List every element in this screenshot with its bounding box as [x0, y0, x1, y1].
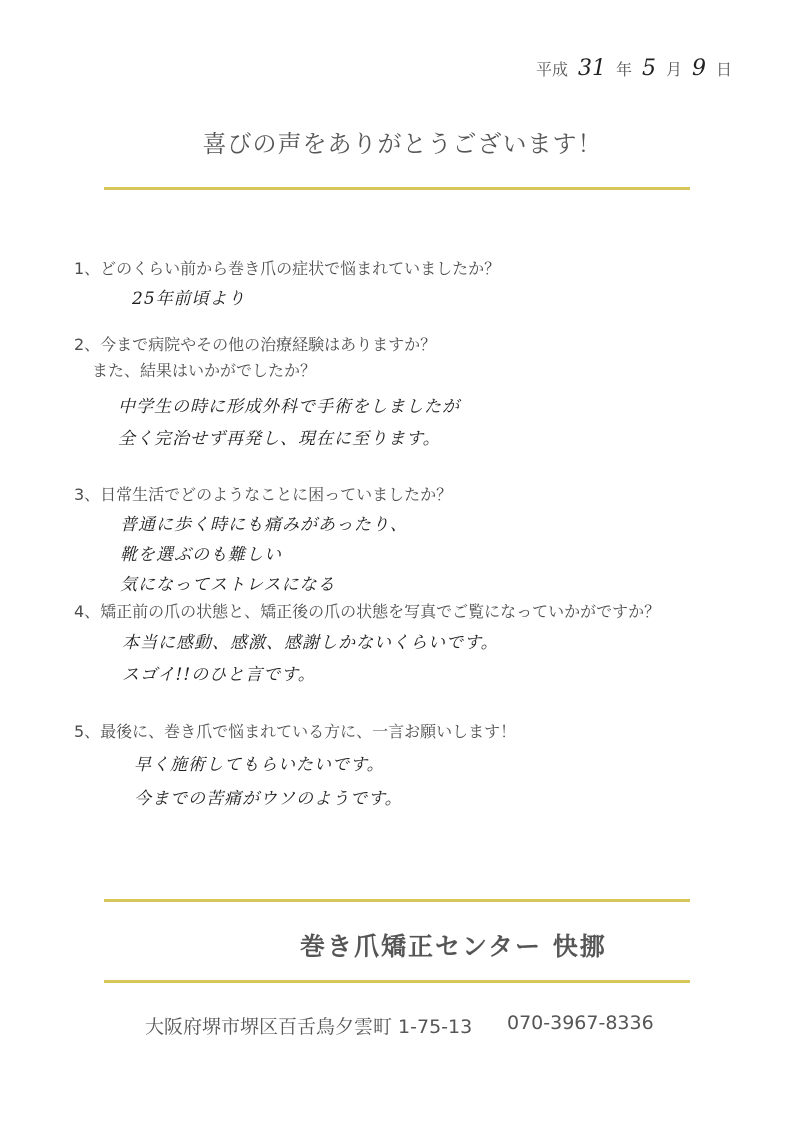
date-month-unit: 月: [666, 60, 683, 79]
answer-4-line-2: スゴイ!!のひと言です。: [122, 665, 316, 685]
question-5: 5、最後に、巻き爪で悩まれている方に、一言お願いします！: [74, 722, 517, 741]
question-4: 4、矯正前の爪の状態と、矯正後の爪の状態を写真でご覧になっていかがですか？: [74, 602, 661, 621]
page-title: 喜びの声をありがとうございます！: [202, 130, 603, 158]
date-month: 5: [642, 56, 657, 81]
date-day: 9: [692, 56, 707, 81]
clinic-phone: 070-3967-8336: [507, 1012, 654, 1034]
clinic-name: 巻き爪矯正センター 快挪: [300, 932, 607, 961]
answer-2-line-2: 全く完治せず再発し、現在に至ります。: [118, 429, 441, 449]
divider-top: [104, 187, 690, 190]
divider-footer-bottom: [104, 980, 690, 983]
answer-5-line-1: 早く施術してもらいたいです。: [134, 755, 385, 775]
date-year: 31: [578, 56, 607, 81]
answer-3-line-1: 普通に歩く時にも痛みがあったり、: [120, 515, 408, 535]
date-day-unit: 日: [716, 60, 733, 79]
answer-3-line-3: 気になってストレスになる: [120, 575, 336, 595]
question-3: 3、日常生活でどのようなことに困っていましたか？: [74, 485, 453, 504]
answer-1-line-1: 25年前頃より: [132, 289, 246, 309]
answer-3-line-2: 靴を選ぶのも難しい: [120, 545, 282, 565]
date-year-unit: 年: [616, 60, 633, 79]
date-line: [536, 56, 732, 81]
divider-footer-top: [104, 899, 690, 902]
answer-5-line-2: 今までの苦痛がウソのようです。: [134, 789, 403, 809]
answer-4-line-1: 本当に感動、感激、感謝しかないくらいです。: [122, 633, 499, 653]
clinic-address: 大阪府堺市堺区百舌鳥夕雲町 1-75-13: [145, 1016, 473, 1038]
date-era: 平成: [536, 60, 569, 79]
answer-2-line-1: 中学生の時に形成外科で手術をしましたが: [118, 397, 460, 417]
question-1: 1、どのくらい前から巻き爪の症状で悩まれていましたか？: [74, 259, 501, 278]
question-2-sub: また、結果はいかがでしたか？: [92, 361, 317, 380]
question-2: 2、今まで病院やその他の治療経験はありますか？: [74, 335, 437, 354]
